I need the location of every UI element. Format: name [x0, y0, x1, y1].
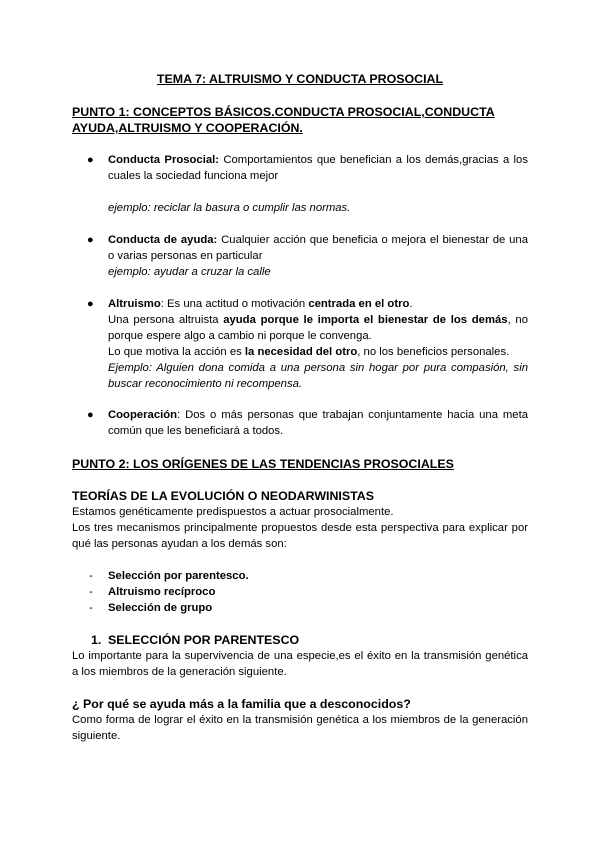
altruismo-line3 [108, 344, 528, 360]
altruismo-text2c: , no porque espere algo a cambio ni porque le convenga. [108, 314, 528, 342]
example-conducta-prosocial: ejemplo: reciclar la basura o cumplir las normas. [108, 202, 351, 214]
dash-item-3-label: Selección de grupo [108, 602, 213, 614]
bullet-cooperacion [87, 407, 528, 439]
term-altruismo: Altruismo [108, 298, 161, 310]
altruismo-text2: Una persona altruista [108, 314, 224, 326]
bullet-altruismo [87, 296, 528, 392]
section1-heading [91, 632, 299, 648]
altruismo-text1: : Es una actitud o motivación [160, 298, 309, 310]
punto2-heading: PUNTO 2: LOS ORÍGENES DE LAS TENDENCIAS PROSOCIALES [72, 457, 454, 471]
bullet-dot-icon: ● [87, 234, 94, 246]
altruismo-text3c: , no los beneficios personales. [357, 346, 510, 358]
answer-text: Como forma de lograr el éxito en la transmisión genética a los miembros de la generación siguiente. [72, 714, 528, 742]
intro-text-1: Estamos genéticamente predispuestos a actuar prosocialmente. [72, 506, 394, 518]
bullet-conducta-ayuda [87, 232, 528, 280]
def-conducta-ayuda: Cualquier acción que beneficia o mejora el bienestar de una o varias personas en particular [108, 234, 528, 262]
dash-icon: - [89, 570, 93, 582]
punto1-heading-line2: AYUDA,ALTRUISMO Y COOPERACIÓN. [72, 121, 303, 135]
example-altruismo: Ejemplo: Alguien dona comida a una persona sin hogar por pura compasión, sin buscar reconocimiento ni recompensa. [108, 362, 528, 390]
bullet-dot-icon: ● [87, 298, 94, 310]
example-conducta-ayuda: ejemplo: ayudar a cruzar la calle [108, 266, 271, 278]
dash-item-3 [89, 600, 213, 616]
term-cooperacion: Cooperación [108, 409, 178, 421]
dash-item-1-label: Selección por parentesco. [108, 570, 249, 582]
dash-item-2 [89, 584, 216, 600]
term-conducta-prosocial: Conducta Prosocial: [108, 154, 220, 166]
punto1-heading [72, 104, 532, 136]
altruismo-text1c: . [409, 298, 413, 310]
document-title: TEMA 7: ALTRUISMO Y CONDUCTA PROSOCIAL [156, 72, 444, 86]
dash-item-2-label: Altruismo recíproco [108, 586, 216, 598]
section1-number: 1. [91, 633, 102, 647]
bullet-dot-icon: ● [87, 409, 94, 421]
term-conducta-ayuda: Conducta de ayuda: [108, 234, 218, 246]
section1-text: Lo importante para la supervivencia de una especie,es el éxito en la transmisión genética a los miembros de la generación siguiente. [72, 650, 528, 678]
bullet-conducta-prosocial [87, 152, 528, 184]
intro-text-2: Los tres mecanismos principalmente propuestos desde esta perspectiva para explicar por qué las personas ayudan a los demás son: [72, 522, 528, 550]
altruismo-line1 [108, 296, 528, 312]
theories-subheading: TEORÍAS DE LA EVOLUCIÓN O NEODARWINISTAS [72, 489, 374, 503]
bullet-dot-icon: ● [87, 154, 94, 166]
dash-item-1 [89, 568, 249, 584]
dash-icon: - [89, 602, 93, 614]
question-heading: ¿ Por qué se ayuda más a la familia que a desconocidos? [72, 697, 411, 711]
punto1-heading-line1: PUNTO 1: CONCEPTOS BÁSICOS.CONDUCTA PROSOCIAL,CONDUCTA [72, 105, 495, 119]
dash-icon: - [89, 586, 93, 598]
altruismo-line2 [108, 312, 528, 344]
altruismo-text3: Lo que motiva la acción es [108, 346, 245, 358]
altruismo-bold1: centrada en el otro [308, 298, 410, 310]
altruismo-bold2: ayuda porque le importa el bienestar de los demás [223, 314, 508, 326]
altruismo-bold3: la necesidad del otro [244, 346, 358, 358]
def-conducta-prosocial: Comportamientos que benefician a los demás,gracias a los cuales la sociedad funciona mejor [108, 154, 528, 182]
def-cooperacion: : Dos o más personas que trabajan conjuntamente hacia una meta común que les beneficiará a todos. [108, 409, 528, 437]
section1-title: SELECCIÓN POR PARENTESCO [108, 633, 300, 647]
